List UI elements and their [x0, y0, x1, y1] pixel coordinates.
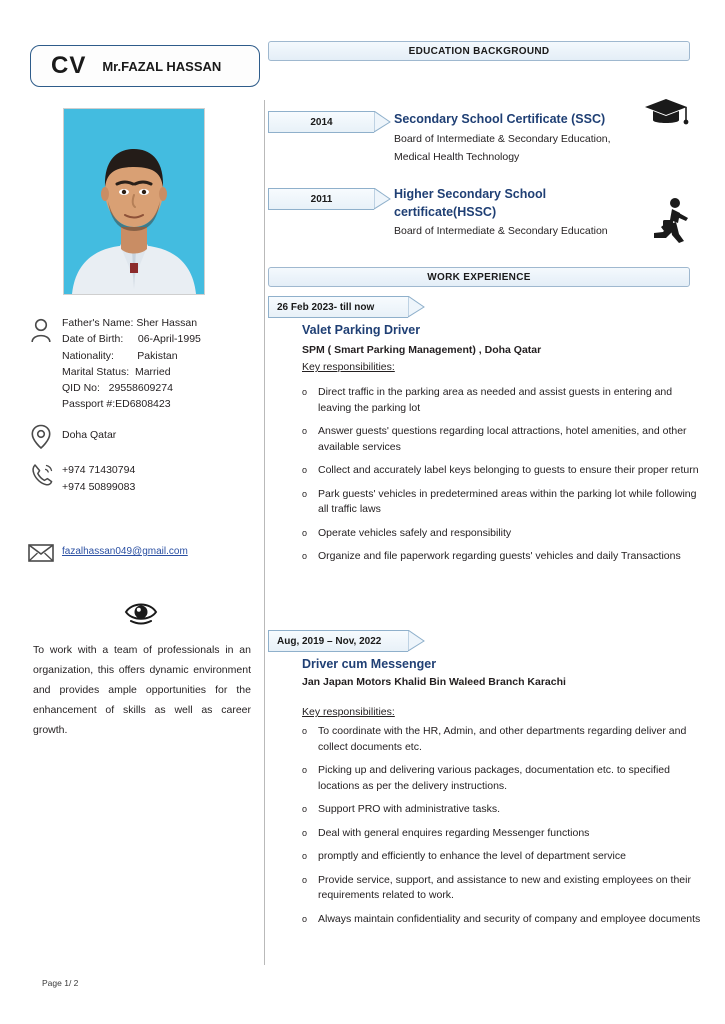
- personal-info-block: [62, 315, 262, 413]
- education-board-1: Board of Intermediate & Secondary Education,: [394, 133, 611, 145]
- job-bullets-2: [302, 724, 702, 935]
- work-section-heading: WORK EXPERIENCE: [268, 267, 690, 287]
- nationality: Nationality: Pakistan: [62, 349, 178, 362]
- bullet-marker: o: [302, 387, 308, 397]
- bullet-marker: o: [302, 827, 308, 838]
- location-pin-icon: [30, 424, 52, 450]
- job-date-2: Aug, 2019 – Nov, 2022: [277, 635, 382, 647]
- career-objective: To work with a team of professionals in an organization, this offers dynamic environment and provides ample opportunities for the enhancement of skills as well as career growth.: [33, 644, 251, 736]
- bullet-marker: o: [302, 488, 308, 499]
- cv-label: CV: [51, 52, 87, 79]
- bullet-text: Park guests' vehicles in predetermined areas within the parking lot while following all traffic laws: [318, 487, 697, 515]
- fathers-name: Father's Name: Sher Hassan: [62, 317, 198, 329]
- education-board-2: Board of Intermediate & Secondary Education: [394, 225, 608, 237]
- bullet-text: Answer guests' questions regarding local attractions, hotel amenities, and other available services: [318, 425, 687, 453]
- bullet-marker: o: [302, 465, 308, 475]
- list-item: [302, 424, 702, 455]
- bullet-text: Collect and accurately label keys belonging to guests to ensure their proper return: [318, 464, 699, 476]
- education-field-1: Medical Health Technology: [394, 151, 520, 163]
- location-text: Doha Qatar: [62, 429, 117, 441]
- list-item: [302, 724, 702, 755]
- list-item: [302, 912, 702, 928]
- passport-number: Passport #:ED6808423: [62, 398, 171, 411]
- education-title-1: Secondary School Certificate (SSC): [394, 112, 606, 126]
- bullet-marker: o: [302, 527, 308, 538]
- education-title-2-line1: Higher Secondary School: [394, 187, 547, 201]
- cv-name-box: [30, 45, 260, 87]
- bullet-marker: o: [302, 726, 308, 736]
- job-date-tag-2: [268, 630, 425, 652]
- candidate-name: Mr.FAZAL HASSAN: [102, 58, 222, 74]
- job-bullets-1: [302, 385, 702, 573]
- bullet-text: Always maintain confidentiality and security of company and employee documents: [318, 912, 701, 925]
- job-date-1: 26 Feb 2023- till now: [277, 301, 375, 313]
- list-item: [302, 385, 702, 416]
- bullet-marker: o: [302, 913, 308, 924]
- job-title-2: Driver cum Messenger: [302, 657, 437, 671]
- date-of-birth: Date of Birth: 06-April-1995: [62, 333, 201, 346]
- profile-photo: [63, 108, 205, 295]
- list-item: [302, 463, 702, 479]
- job-company-1: SPM ( Smart Parking Management) , Doha Qatar: [302, 344, 542, 356]
- email-link[interactable]: fazalhassan049@gmail.com: [62, 546, 188, 557]
- bullet-text: Provide service, support, and assistance to new and existing employees on their requirements related to work.: [318, 873, 691, 901]
- job-responsibilities-label-1: Key responsibilities:: [302, 361, 395, 373]
- education-section-heading: EDUCATION BACKGROUND: [268, 41, 690, 61]
- education-title-2-line2: certificate(HSSC): [394, 205, 497, 219]
- page-number: Page 1/ 2: [42, 978, 79, 988]
- bullet-text: Operate vehicles safely and responsibility: [318, 526, 512, 539]
- bullet-text: Deal with general enquires regarding Messenger functions: [318, 826, 590, 839]
- bullet-text: Direct traffic in the parking area as needed and assist guests in entering and leaving the parking lot: [318, 386, 673, 414]
- bullet-text: Support PRO with administrative tasks.: [318, 803, 501, 815]
- bullet-text: promptly and efficiently to enhance the level of department service: [318, 850, 626, 862]
- list-item: [302, 487, 702, 518]
- bullet-text: Picking up and delivering various packages, documentation etc. to specified locations as per the delivery instructions.: [318, 764, 670, 792]
- person-icon: [30, 318, 52, 344]
- graduation-cap-icon: [643, 96, 689, 128]
- phone-primary: +974 71430794: [62, 464, 136, 476]
- bullet-marker: o: [302, 551, 308, 561]
- running-student-icon: [648, 196, 692, 244]
- job-date-tag-1: [268, 296, 425, 318]
- bullet-marker: o: [302, 765, 308, 775]
- education-year-2: 2011: [310, 193, 333, 205]
- bullet-text: To coordinate with the HR, Admin, and other departments regarding deliver and collect documents etc.: [318, 725, 687, 753]
- phone-icon: [30, 462, 54, 488]
- phone-secondary: +974 50899083: [62, 480, 136, 493]
- phone-block: [62, 462, 135, 495]
- bullet-marker: o: [302, 426, 308, 436]
- list-item: [302, 873, 702, 904]
- job-title-1: Valet Parking Driver: [302, 323, 421, 337]
- list-item: [302, 763, 702, 794]
- list-item: [302, 802, 702, 818]
- email-icon: [28, 543, 54, 563]
- list-item: [302, 526, 702, 542]
- bullet-marker: o: [302, 874, 308, 885]
- qid-number: QID No: 29558609274: [62, 382, 173, 395]
- list-item: [302, 826, 702, 842]
- list-item: [302, 549, 702, 565]
- job-responsibilities-label-2: Key responsibilities:: [302, 706, 395, 718]
- marital-status: Marital Status: Married: [62, 365, 171, 378]
- bullet-marker: o: [302, 851, 308, 861]
- education-year-tag-1: [268, 111, 391, 133]
- column-divider: [264, 100, 265, 965]
- job-company-2: Jan Japan Motors Khalid Bin Waleed Branch Karachi: [302, 676, 566, 688]
- list-item: [302, 849, 702, 865]
- education-year-1: 2014: [310, 116, 333, 128]
- bullet-text: Organize and file paperwork regarding guests' vehicles and daily Transactions: [318, 550, 681, 562]
- eye-objective-icon: [123, 596, 161, 626]
- bullet-marker: o: [302, 804, 308, 814]
- education-year-tag-2: [268, 188, 391, 210]
